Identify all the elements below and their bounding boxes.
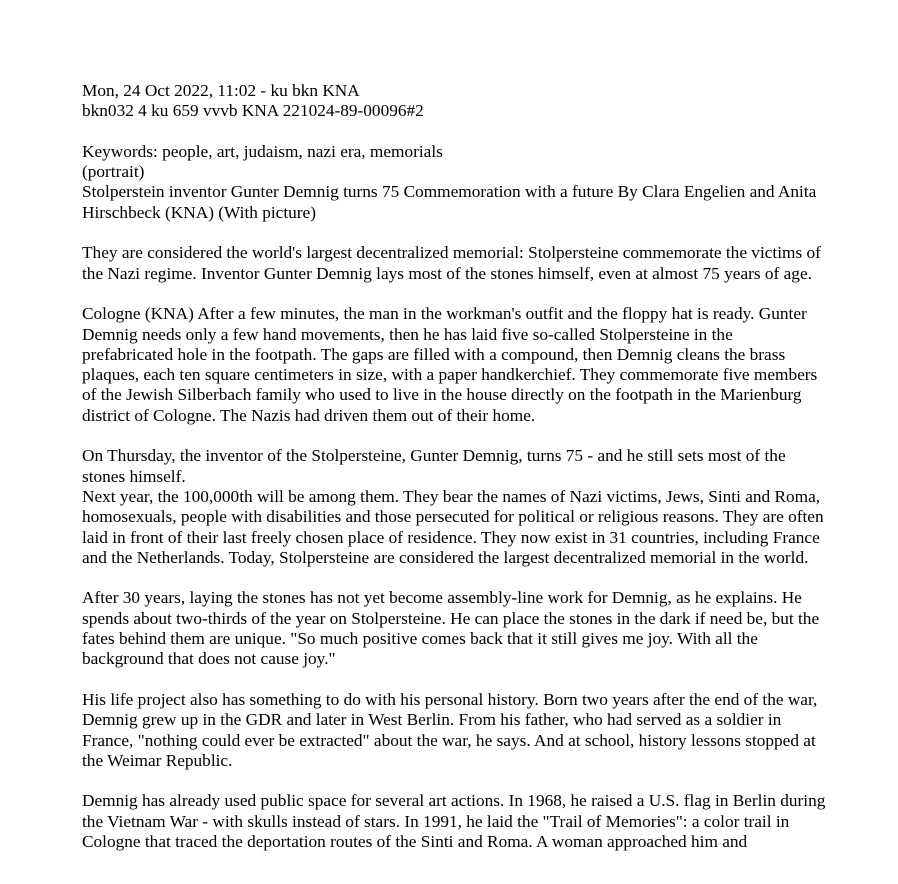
reference-code: bkn032 4 ku 659 vvvb KNA 221024-89-00096#2 — [82, 101, 424, 121]
lead-paragraph: They are considered the world's largest decentralized memorial: Stolpersteine commemorate the victims of the Nazi regime. Inventor Gunter Demnig lays most of the stones himself, even at almost 75 years of age. — [82, 243, 821, 283]
paragraph: His life project also has something to do with his personal history. Born two years after the end of the war, Demnig grew up in the GDR and later in West Berlin. From his father, who had served as a soldier in France, "nothing could ever be extracted" about the war, he says. And at school, history lessons stopped at the Weimar Republic. — [82, 689, 818, 770]
paragraph: On Thursday, the inventor of the Stolpersteine, Gunter Demnig, turns 75 - and he still sets most of the stones himself. — [82, 446, 786, 486]
paragraph: Demnig has already used public space for several art actions. In 1968, he raised a U.S. flag in Berlin during the Vietnam War - with skulls instead of stars. In 1991, he laid the "Trail of Memories": a color trail in Cologne that traced the deportation routes of the Sinti and Roma. A woman approached him and — [82, 791, 826, 851]
category: (portrait) — [82, 162, 145, 182]
paragraph: After 30 years, laying the stones has not yet become assembly-line work for Demnig, as he explains. He spends about two-thirds of the year on Stolpersteine. He can place the stones in the dark if need be, but the fates behind them are unique. "So much positive comes back that it still gives me joy. With all the background that does not cause joy." — [82, 588, 820, 669]
headline: Stolperstein inventor Gunter Demnig turns 75 Commemoration with a future By Clara Engelien and Anita Hirschbeck (KNA) (With picture) — [82, 182, 817, 222]
keywords: Keywords: people, art, judaism, nazi era, memorials — [82, 141, 443, 161]
dateline: Mon, 24 Oct 2022, 11:02 - ku bkn KNA — [82, 81, 360, 100]
paragraph: Next year, the 100,000th will be among them. They bear the names of Nazi victims, Jews, Sinti and Roma, homosexuals, people with disabilities and those persecuted for political or religious reasons. They are often laid in front of their last freely chosen place of residence. They now exist in 31 countries, including France and the Netherlands. Today, Stolpersteine are considered the largest decentralized memorial in the world. — [82, 486, 824, 567]
paragraph: Cologne (KNA) After a few minutes, the man in the workman's outfit and the floppy hat is ready. Gunter Demnig needs only a few hand movements, then he has laid five so-called Stolpersteine in the prefabricated hole in the footpath. The gaps are filled with a compound, then Demnig cleans the brass plaques, each ten square centimeters in size, with a paper handkerchief. They commemorate five members of the Jewish Silberbach family who used to live in the house directly on the footpath in the Marienburg district of Cologne. The Nazis had driven them out of their home. — [82, 304, 818, 425]
news-document — [82, 81, 827, 852]
